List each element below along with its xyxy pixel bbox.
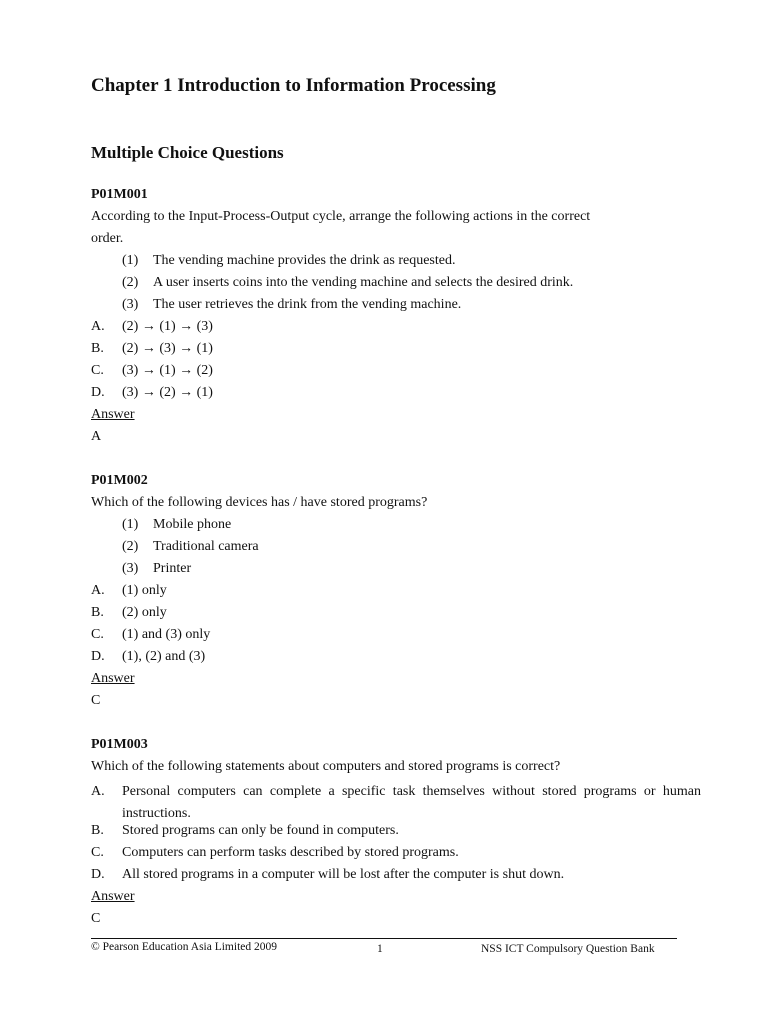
item-number: (2)	[122, 275, 139, 290]
question-id: P01M001	[91, 187, 148, 202]
footer-copyright: © Pearson Education Asia Limited 2009	[91, 941, 277, 953]
chapter-title: Chapter 1 Introduction to Information Processing	[91, 75, 496, 96]
item-text: Mobile phone	[153, 517, 232, 532]
option-text: (2) only	[122, 605, 167, 620]
list-item	[122, 275, 573, 291]
option-label: B.	[91, 605, 104, 620]
item-text: Printer	[153, 561, 192, 576]
option-b	[91, 341, 213, 357]
footer-page-number: 1	[377, 943, 383, 955]
footer-book-title: NSS ICT Compulsory Question Bank	[481, 943, 655, 955]
answer-value: C	[91, 911, 101, 926]
option-text: (3) → (2) → (1)	[122, 385, 213, 400]
option-text: Stored programs can only be found in computers.	[122, 823, 399, 838]
option-label: C.	[91, 363, 104, 378]
item-number: (3)	[122, 561, 139, 576]
option-text: (1) only	[122, 583, 167, 598]
option-c	[91, 627, 210, 643]
option-text: (3) → (1) → (2)	[122, 363, 213, 378]
option-label: D.	[91, 385, 105, 400]
question-stem: Which of the following statements about computers and stored programs is correct?	[91, 759, 561, 774]
option-d	[91, 649, 205, 665]
option-label: B.	[91, 823, 104, 838]
option-text: (2) → (3) → (1)	[122, 341, 213, 356]
option-label: B.	[91, 341, 104, 356]
item-text: Traditional camera	[153, 539, 259, 554]
option-a	[91, 319, 213, 335]
list-item	[122, 539, 259, 555]
question-id: P01M003	[91, 737, 148, 752]
option-label: A.	[91, 784, 105, 799]
list-item	[122, 297, 461, 313]
item-text: A user inserts coins into the vending machine and selects the desired drink.	[153, 275, 574, 290]
option-label: C.	[91, 845, 104, 860]
item-text: The vending machine provides the drink as requested.	[153, 253, 456, 268]
item-number: (1)	[122, 517, 139, 532]
answer-heading: Answer	[91, 889, 135, 904]
question-stem: Which of the following devices has / have stored programs?	[91, 495, 428, 510]
option-label: D.	[91, 867, 105, 882]
option-a	[91, 583, 167, 599]
section-title: Multiple Choice Questions	[91, 143, 284, 162]
question-id: P01M002	[91, 473, 148, 488]
option-a	[91, 781, 701, 825]
question-stem-continued: order.	[91, 231, 124, 246]
footer-divider	[91, 938, 677, 939]
list-item	[122, 253, 455, 269]
option-label: A.	[91, 319, 105, 334]
option-label: D.	[91, 649, 105, 664]
option-text: Computers can perform tasks described by stored programs.	[122, 845, 459, 860]
item-number: (3)	[122, 297, 139, 312]
option-b	[91, 823, 399, 839]
answer-value: A	[91, 429, 102, 444]
option-text: (1), (2) and (3)	[122, 649, 206, 664]
list-item	[122, 517, 231, 533]
option-b	[91, 605, 167, 621]
option-c	[91, 363, 213, 379]
option-label: C.	[91, 627, 104, 642]
option-d	[91, 385, 213, 401]
item-number: (2)	[122, 539, 139, 554]
answer-heading: Answer	[91, 671, 135, 686]
question-stem: According to the Input-Process-Output cycle, arrange the following actions in the correct	[91, 209, 591, 224]
option-text: (2) → (1) → (3)	[122, 319, 213, 334]
list-item	[122, 561, 191, 577]
item-text: The user retrieves the drink from the vending machine.	[153, 297, 462, 312]
option-label: A.	[91, 583, 105, 598]
answer-heading: Answer	[91, 407, 135, 422]
answer-value: C	[91, 693, 101, 708]
option-text: Personal computers can complete a specific task themselves without stored programs or human instructions.	[122, 784, 701, 821]
option-c	[91, 845, 459, 861]
option-d	[91, 867, 564, 883]
option-text: All stored programs in a computer will be lost after the computer is shut down.	[122, 867, 565, 882]
item-number: (1)	[122, 253, 139, 268]
option-text: (1) and (3) only	[122, 627, 211, 642]
